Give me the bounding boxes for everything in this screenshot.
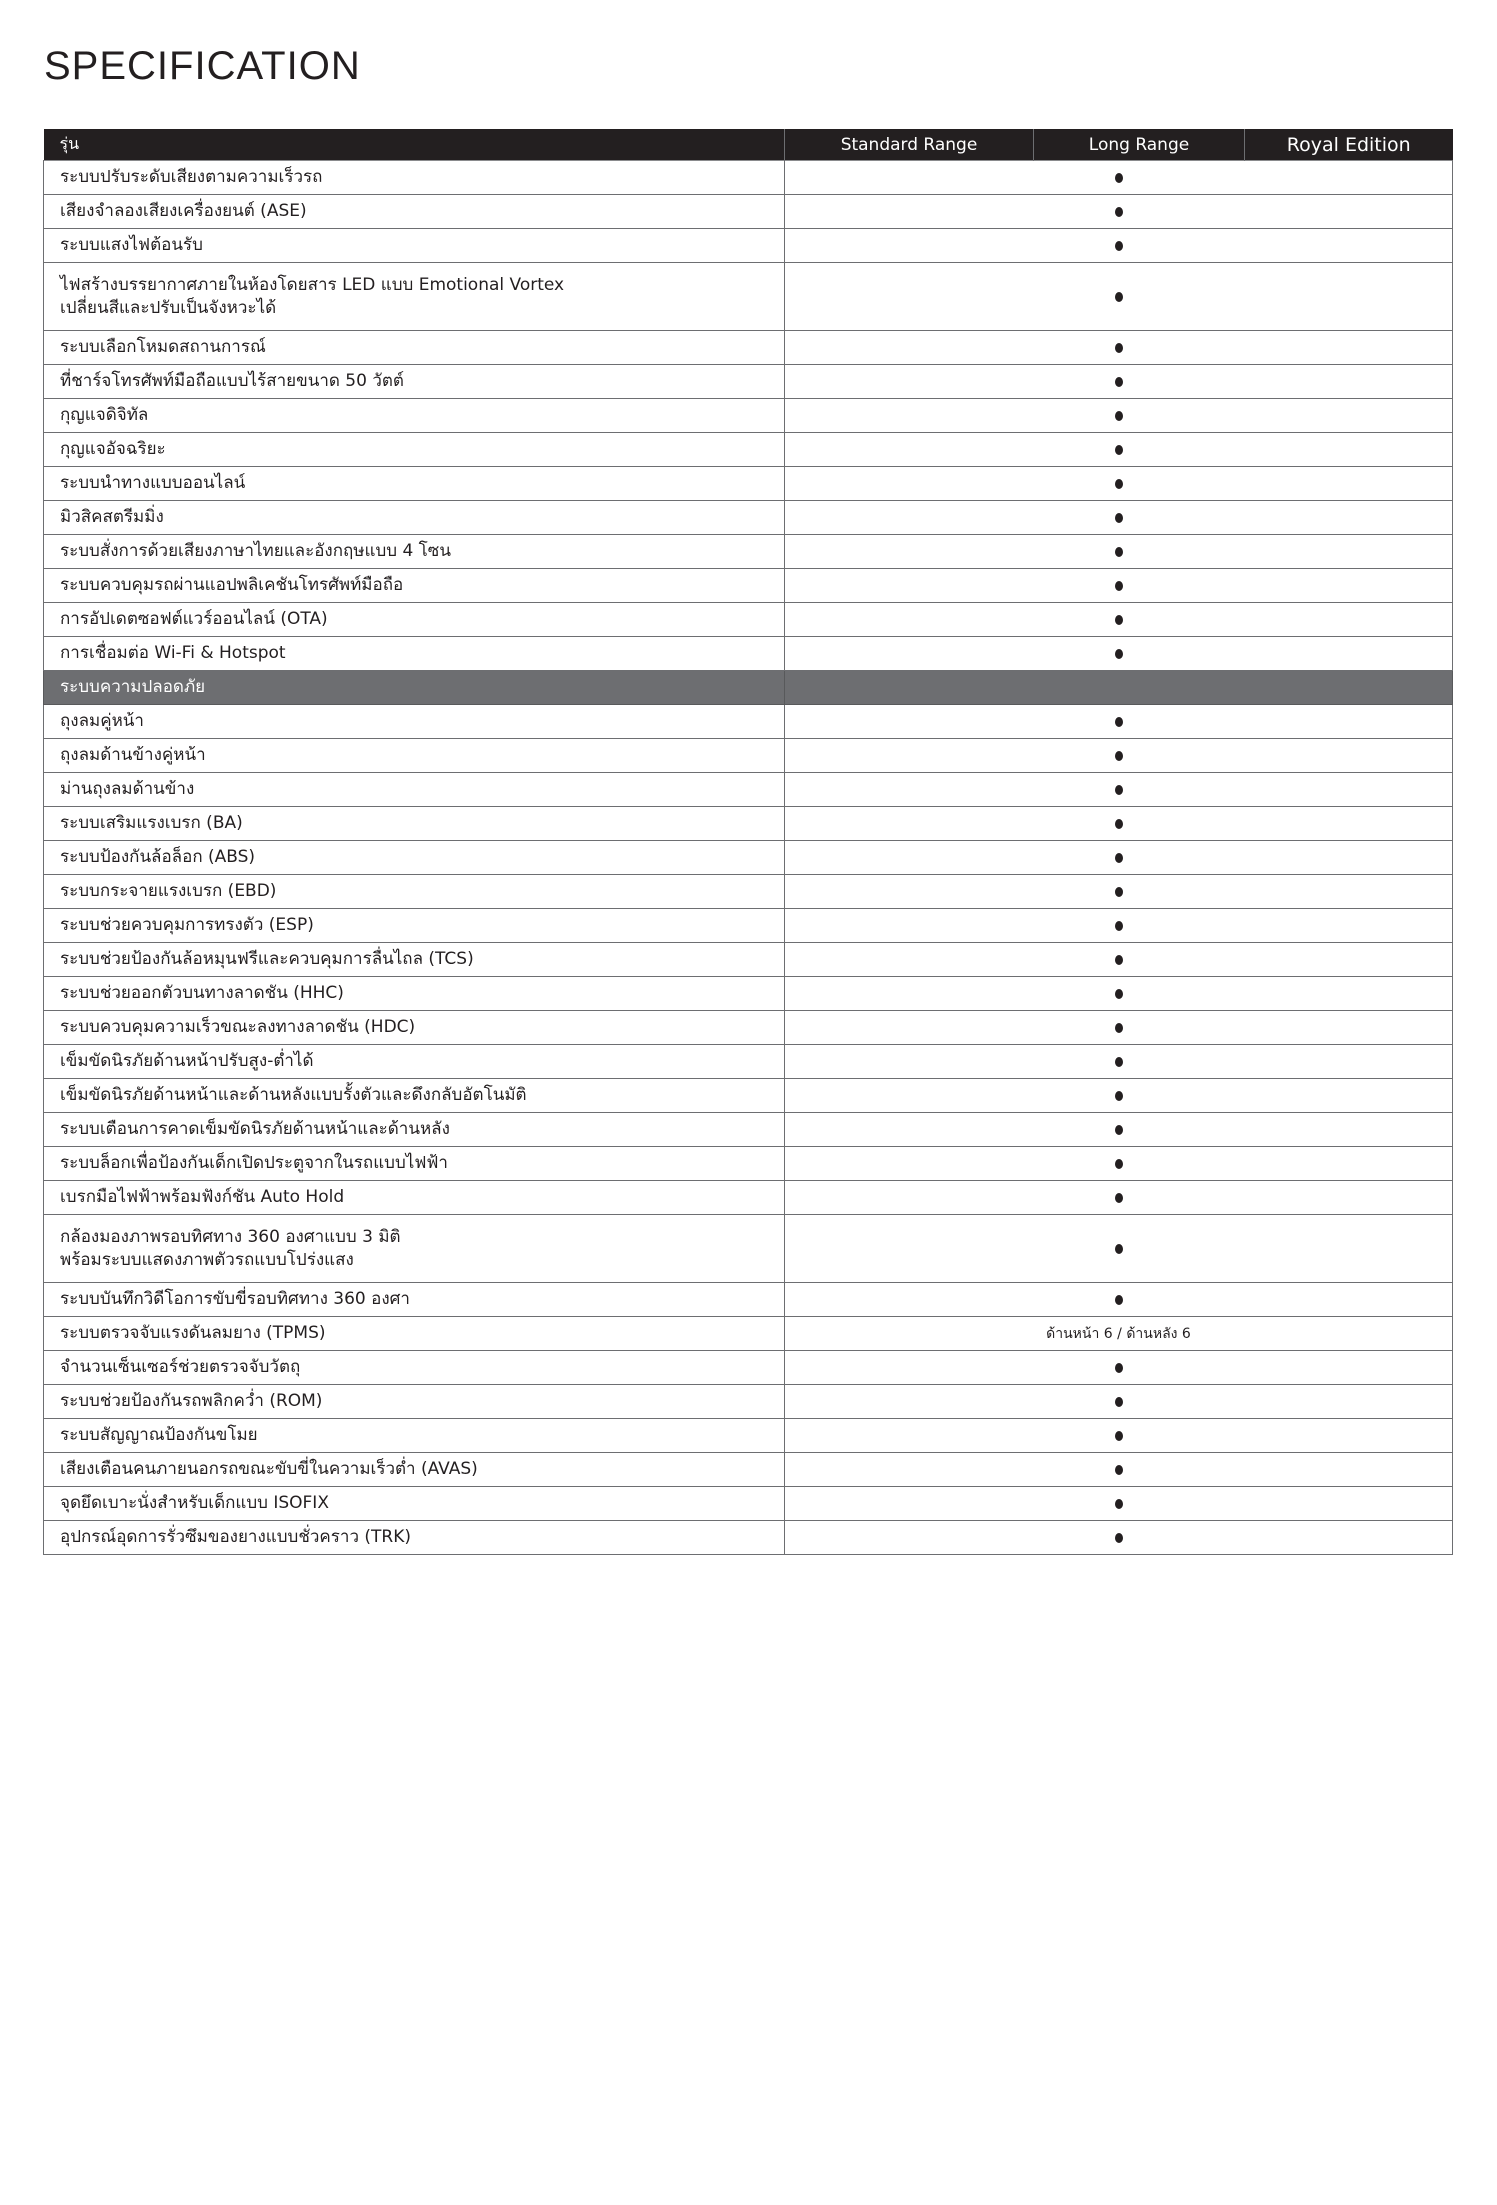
table-row bbox=[44, 161, 1453, 195]
availability-cell bbox=[785, 1147, 1453, 1181]
table-row bbox=[44, 1181, 1453, 1215]
feature-cell bbox=[44, 195, 785, 229]
table-row bbox=[44, 433, 1453, 467]
page-title: SPECIFICATION bbox=[44, 44, 361, 88]
feature-cell bbox=[44, 1521, 785, 1555]
feature-label: เข็มขัดนิรภัยด้านหน้าและด้านหลังแบบรั้งตัวและดึงกลับอัตโนมัติ bbox=[60, 1085, 527, 1105]
feature-cell bbox=[44, 603, 785, 637]
bullet-icon bbox=[1115, 445, 1123, 455]
feature-cell bbox=[44, 433, 785, 467]
feature-cell bbox=[44, 739, 785, 773]
feature-label: ระบบสัญญาณป้องกันขโมย bbox=[60, 1425, 258, 1445]
bullet-icon bbox=[1115, 853, 1123, 863]
availability-cell bbox=[785, 365, 1453, 399]
feature-label: เบรกมือไฟฟ้าพร้อมฟังก์ชัน Auto Hold bbox=[60, 1187, 345, 1207]
feature-cell bbox=[44, 943, 785, 977]
feature-cell bbox=[44, 161, 785, 195]
availability-cell bbox=[785, 1521, 1453, 1555]
table-row bbox=[44, 603, 1453, 637]
availability-cell bbox=[785, 909, 1453, 943]
feature-label: ระบบเสริมแรงเบรก (BA) bbox=[60, 813, 243, 833]
feature-cell bbox=[44, 1045, 785, 1079]
feature-cell bbox=[44, 1453, 785, 1487]
feature-label: มิวสิคสตรีมมิ่ง bbox=[60, 507, 164, 527]
feature-label: เสียงเตือนคนภายนอกรถขณะขับขี่ในความเร็วต่ำ (AVAS) bbox=[60, 1459, 478, 1479]
feature-cell bbox=[44, 569, 785, 603]
feature-cell bbox=[44, 1317, 785, 1351]
table-row bbox=[44, 875, 1453, 909]
section-empty-cell bbox=[785, 671, 1453, 705]
availability-cell bbox=[785, 1283, 1453, 1317]
feature-label: ที่ชาร์จโทรศัพท์มือถือแบบไร้สายขนาด 50 วัตต์ bbox=[60, 371, 404, 391]
table-row bbox=[44, 501, 1453, 535]
table-row bbox=[44, 1521, 1453, 1555]
feature-label: ระบบปรับระดับเสียงตามความเร็วรถ bbox=[60, 167, 323, 187]
feature-cell bbox=[44, 1487, 785, 1521]
bullet-icon bbox=[1115, 1091, 1123, 1101]
feature-label: ระบบตรวจจับแรงดันลมยาง (TPMS) bbox=[60, 1323, 326, 1343]
availability-cell bbox=[785, 739, 1453, 773]
availability-cell bbox=[785, 1385, 1453, 1419]
availability-cell bbox=[785, 467, 1453, 501]
table-row bbox=[44, 535, 1453, 569]
availability-cell bbox=[785, 1045, 1453, 1079]
availability-cell bbox=[785, 569, 1453, 603]
feature-label: การเชื่อมต่อ Wi-Fi & Hotspot bbox=[60, 643, 286, 663]
table-row bbox=[44, 1215, 1453, 1283]
feature-label: ม่านถุงลมด้านข้าง bbox=[60, 779, 195, 799]
availability-cell bbox=[785, 229, 1453, 263]
feature-label: ถุงลมคู่หน้า bbox=[60, 711, 144, 731]
bullet-icon bbox=[1115, 1057, 1123, 1067]
table-row bbox=[44, 195, 1453, 229]
feature-cell bbox=[44, 773, 785, 807]
bullet-icon bbox=[1115, 1499, 1123, 1509]
bullet-icon bbox=[1115, 241, 1123, 251]
bullet-icon bbox=[1115, 1363, 1123, 1373]
feature-label: ระบบสั่งการด้วยเสียงภาษาไทยและอังกฤษแบบ 4 โซน bbox=[60, 541, 451, 561]
feature-cell bbox=[44, 1419, 785, 1453]
table-row bbox=[44, 569, 1453, 603]
bullet-icon bbox=[1115, 1023, 1123, 1033]
header-long-range: Long Range bbox=[1034, 129, 1245, 161]
bullet-icon bbox=[1115, 411, 1123, 421]
table-row bbox=[44, 1351, 1453, 1385]
feature-cell bbox=[44, 501, 785, 535]
feature-cell bbox=[44, 1147, 785, 1181]
table-header-row bbox=[44, 129, 1453, 161]
feature-cell bbox=[44, 535, 785, 569]
availability-cell bbox=[785, 773, 1453, 807]
table-row bbox=[44, 1113, 1453, 1147]
feature-label: ระบบเตือนการคาดเข็มขัดนิรภัยด้านหน้าและด้านหลัง bbox=[60, 1119, 450, 1139]
availability-cell bbox=[785, 1079, 1453, 1113]
availability-cell bbox=[785, 603, 1453, 637]
bullet-icon bbox=[1115, 207, 1123, 217]
feature-cell bbox=[44, 875, 785, 909]
table-row bbox=[44, 977, 1453, 1011]
table-row bbox=[44, 637, 1453, 671]
feature-cell bbox=[44, 229, 785, 263]
feature-label: การอัปเดตซอฟต์แวร์ออนไลน์ (OTA) bbox=[60, 609, 328, 629]
feature-label: จำนวนเซ็นเซอร์ช่วยตรวจจับวัตถุ bbox=[60, 1357, 301, 1377]
feature-cell bbox=[44, 807, 785, 841]
feature-label: ระบบช่วยป้องกันล้อหมุนฟรีและควบคุมการลื่นไถล (TCS) bbox=[60, 949, 474, 969]
feature-cell bbox=[44, 1079, 785, 1113]
bullet-icon bbox=[1115, 343, 1123, 353]
value-cell: ด้านหน้า 6 / ด้านหลัง 6 bbox=[785, 1317, 1453, 1351]
availability-cell bbox=[785, 1181, 1453, 1215]
availability-cell bbox=[785, 399, 1453, 433]
bullet-icon bbox=[1115, 1125, 1123, 1135]
table-row bbox=[44, 1011, 1453, 1045]
bullet-icon bbox=[1115, 1193, 1123, 1203]
bullet-icon bbox=[1115, 1465, 1123, 1475]
table-row bbox=[44, 1147, 1453, 1181]
bullet-icon bbox=[1115, 751, 1123, 761]
availability-cell bbox=[785, 705, 1453, 739]
feature-label: กุญแจอัจฉริยะ bbox=[60, 439, 166, 459]
feature-cell bbox=[44, 1215, 785, 1283]
bullet-icon bbox=[1115, 921, 1123, 931]
feature-label: ระบบช่วยป้องกันรถพลิกคว่ำ (ROM) bbox=[60, 1391, 323, 1411]
bullet-icon bbox=[1115, 1159, 1123, 1169]
availability-cell bbox=[785, 535, 1453, 569]
bullet-icon bbox=[1115, 717, 1123, 727]
feature-cell bbox=[44, 1181, 785, 1215]
table-row bbox=[44, 1487, 1453, 1521]
availability-cell bbox=[785, 195, 1453, 229]
feature-label: ไฟสร้างบรรยากาศภายในห้องโดยสาร LED แบบ Emotional Vortex bbox=[60, 274, 565, 295]
feature-cell bbox=[44, 909, 785, 943]
spec-table bbox=[43, 129, 1453, 1555]
table-row bbox=[44, 1453, 1453, 1487]
availability-cell bbox=[785, 807, 1453, 841]
availability-cell bbox=[785, 1419, 1453, 1453]
table-row bbox=[44, 331, 1453, 365]
feature-label: ระบบแสงไฟต้อนรับ bbox=[60, 235, 203, 255]
bullet-icon bbox=[1115, 989, 1123, 999]
feature-cell bbox=[44, 841, 785, 875]
table-row bbox=[44, 1079, 1453, 1113]
table-row bbox=[44, 229, 1453, 263]
feature-cell bbox=[44, 705, 785, 739]
table-row bbox=[44, 909, 1453, 943]
feature-cell bbox=[44, 1385, 785, 1419]
availability-cell bbox=[785, 1487, 1453, 1521]
feature-label: อุปกรณ์อุดการรั่วซึมของยางแบบชั่วคราว (TRK) bbox=[60, 1527, 412, 1547]
feature-label: ระบบนำทางแบบออนไลน์ bbox=[60, 473, 246, 493]
table-row bbox=[44, 1045, 1453, 1079]
feature-label: เสียงจำลองเสียงเครื่องยนต์ (ASE) bbox=[60, 201, 307, 221]
bullet-icon bbox=[1115, 1533, 1123, 1543]
bullet-icon bbox=[1115, 1431, 1123, 1441]
bullet-icon bbox=[1115, 1397, 1123, 1407]
availability-cell bbox=[785, 331, 1453, 365]
table-row bbox=[44, 943, 1453, 977]
feature-label: กล้องมองภาพรอบทิศทาง 360 องศาแบบ 3 มิติ bbox=[60, 1226, 401, 1247]
availability-cell bbox=[785, 1113, 1453, 1147]
feature-cell bbox=[44, 331, 785, 365]
feature-cell bbox=[44, 1351, 785, 1385]
feature-label: กุญแจดิจิทัล bbox=[60, 405, 149, 425]
table-row bbox=[44, 1283, 1453, 1317]
availability-cell bbox=[785, 1351, 1453, 1385]
bullet-icon bbox=[1115, 785, 1123, 795]
feature-label: ระบบป้องกันล้อล็อก (ABS) bbox=[60, 847, 256, 867]
table-row bbox=[44, 1385, 1453, 1419]
feature-label: ระบบล็อกเพื่อป้องกันเด็กเปิดประตูจากในรถแบบไฟฟ้า bbox=[60, 1153, 448, 1173]
bullet-icon bbox=[1115, 581, 1123, 591]
table-row bbox=[44, 841, 1453, 875]
feature-cell bbox=[44, 399, 785, 433]
feature-label: จุดยึดเบาะนั่งสำหรับเด็กแบบ ISOFIX bbox=[60, 1493, 329, 1513]
feature-label: ระบบบันทึกวิดีโอการขับขี่รอบทิศทาง 360 องศา bbox=[60, 1289, 410, 1309]
bullet-icon bbox=[1115, 615, 1123, 625]
table-row bbox=[44, 773, 1453, 807]
feature-cell bbox=[44, 1113, 785, 1147]
table-row bbox=[44, 705, 1453, 739]
bullet-icon bbox=[1115, 292, 1123, 302]
table-row bbox=[44, 1419, 1453, 1453]
feature-label-line2: เปลี่ยนสีและปรับเป็นจังหวะได้ bbox=[60, 297, 277, 318]
feature-cell bbox=[44, 637, 785, 671]
availability-cell bbox=[785, 1453, 1453, 1487]
header-standard-range: Standard Range bbox=[785, 129, 1034, 161]
feature-label: ระบบช่วยออกตัวบนทางลาดชัน (HHC) bbox=[60, 983, 344, 1003]
table-row bbox=[44, 365, 1453, 399]
feature-cell bbox=[44, 1011, 785, 1045]
feature-cell bbox=[44, 467, 785, 501]
feature-label: ถุงลมด้านข้างคู่หน้า bbox=[60, 745, 206, 765]
header-royal-edition: Royal Edition bbox=[1245, 129, 1453, 161]
feature-label: ระบบเลือกโหมดสถานการณ์ bbox=[60, 337, 266, 357]
availability-cell bbox=[785, 943, 1453, 977]
availability-cell bbox=[785, 841, 1453, 875]
bullet-icon bbox=[1115, 513, 1123, 523]
feature-label: ระบบช่วยควบคุมการทรงตัว (ESP) bbox=[60, 915, 314, 935]
bullet-icon bbox=[1115, 887, 1123, 897]
feature-cell bbox=[44, 1283, 785, 1317]
bullet-icon bbox=[1115, 173, 1123, 183]
availability-cell bbox=[785, 637, 1453, 671]
feature-cell bbox=[44, 365, 785, 399]
bullet-icon bbox=[1115, 547, 1123, 557]
bullet-icon bbox=[1115, 1295, 1123, 1305]
table-row bbox=[44, 399, 1453, 433]
availability-cell bbox=[785, 1011, 1453, 1045]
availability-cell bbox=[785, 875, 1453, 909]
bullet-icon bbox=[1115, 955, 1123, 965]
section-title: ระบบความปลอดภัย bbox=[44, 671, 785, 705]
feature-label: เข็มขัดนิรภัยด้านหน้าปรับสูง-ต่ำได้ bbox=[60, 1051, 314, 1071]
table-row bbox=[44, 739, 1453, 773]
table-row bbox=[44, 263, 1453, 331]
section-header-row bbox=[44, 671, 1453, 705]
table-row bbox=[44, 807, 1453, 841]
feature-label: ระบบควบคุมรถผ่านแอปพลิเคชันโทรศัพท์มือถือ bbox=[60, 575, 404, 595]
bullet-icon bbox=[1115, 819, 1123, 829]
availability-cell bbox=[785, 501, 1453, 535]
availability-cell bbox=[785, 1215, 1453, 1283]
availability-cell bbox=[785, 161, 1453, 195]
feature-label: ระบบควบคุมความเร็วขณะลงทางลาดชัน (HDC) bbox=[60, 1017, 416, 1037]
availability-cell bbox=[785, 433, 1453, 467]
bullet-icon bbox=[1115, 1244, 1123, 1254]
feature-cell bbox=[44, 263, 785, 331]
header-model-label: รุ่น bbox=[44, 129, 785, 161]
bullet-icon bbox=[1115, 377, 1123, 387]
availability-cell bbox=[785, 977, 1453, 1011]
bullet-icon bbox=[1115, 649, 1123, 659]
feature-label-line2: พร้อมระบบแสดงภาพตัวรถแบบโปร่งแสง bbox=[60, 1249, 354, 1270]
table-row bbox=[44, 467, 1453, 501]
feature-cell bbox=[44, 977, 785, 1011]
feature-label: ระบบกระจายแรงเบรก (EBD) bbox=[60, 881, 277, 901]
availability-cell bbox=[785, 263, 1453, 331]
bullet-icon bbox=[1115, 479, 1123, 489]
table-row bbox=[44, 1317, 1453, 1351]
